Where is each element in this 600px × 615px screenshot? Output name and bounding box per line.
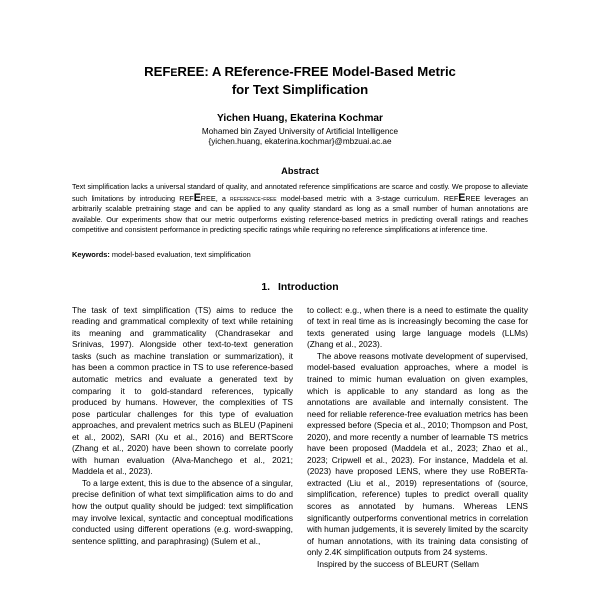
paragraph: To a large extent, this is due to the absence of a singular, precise definition of what text simplification aims to do and how the output quality should be judged: text simplification may involve lexical, syntactic and conceptual modifications conducted using different operations (e.g. word-swapping, sentence splitting, and paraphrasing) (Sulem et al., bbox=[72, 477, 293, 546]
page-title bbox=[72, 64, 528, 98]
body-columns bbox=[72, 305, 528, 615]
abstract-seg-1: Text simplification lacks a universal standard of quality, and annotated reference simplifications are scarce and costly. We propose to alleviate such limitations by introducing REF bbox=[72, 182, 528, 203]
title-text-part2: REE: A REference-FREE Model-Based Metric bbox=[177, 64, 456, 79]
keywords-value: model-based evaluation, text simplification bbox=[111, 249, 251, 259]
abstract-seg-7: REE leverages an arbitrarily scalable pretraining stage and can be applied to any quality standard as long as a small number of human annotations are available. Our experiments show that our metric outperforms existing reference-based metrics in predicting overall ratings and reaches competitive and consistent performance in predicting specific ratings while requiring no reference simplifications at inference time. bbox=[72, 193, 529, 235]
author-emails: {yichen.huang, ekaterina.kochmar}@mbzuai.ac.ae bbox=[208, 137, 392, 146]
paragraph: The above reasons motivate development of supervised, model-based evaluation approaches, where a model is trained to mimic human evaluation on given examples, which is applicable to any standard as long as the annotations are available and internally consistent. The need for reliable reference-free evaluation metrics has been expressed before (Specia et al., 2010; Thompson and Post, 2020), and more recently a number of learnable TS metrics have been proposed (Maddela et al., 2023; Zhao et al., 2023; Cripwell et al., 2023). For instance, Maddela et al. (2023) have proposed LENS, where they use RoBERTa-extracted (Liu et al., 2019) representations of (source, simplification, reference) tuples to predict overall quality scores as annotated by humans. Whereas LENS significantly outperforms conventional metrics in correlation with human judgements, it is severely limited by the scarcity of human annotations, with its training data consisting of only 2.4K simplification outputs from 24 systems. bbox=[307, 350, 528, 558]
abstract-smallcaps-reference-free: reference-free bbox=[230, 193, 277, 203]
abstract-heading: Abstract bbox=[281, 166, 319, 176]
paragraph: The task of text simplification (TS) aims to reduce the reading and grammatical complexity of text while retaining its meaning and grammaticality (Chandrasekar and Srinivas, 1997). Alongside other text-to-text generation tasks (such as machine translation or summarization), it has been a common practice in TS to use reference-based automatic metrics and evaluate a generated text by comparing it to gold-standard references, typically produced by humans. However, the complexities of TS pose particular challenges for this type of evaluation approaches, and prevalent metrics such as BLEU (Papineni et al., 2002), SARI (Xu et al., 2016) and BERTScore (Zhang et al., 2020) have been shown to correlate poorly with human evaluation (Alva-Manchego et al., 2021; Maddela et al., 2023). bbox=[72, 304, 293, 477]
abstract-smallcap-e-2: E bbox=[458, 191, 466, 204]
section-number: 1. bbox=[261, 281, 271, 293]
abstract-seg-5: model-based metric with a 3-stage curriculum. REF bbox=[276, 193, 459, 203]
keywords-line bbox=[72, 250, 528, 260]
title-block bbox=[72, 0, 528, 147]
paragraph: Inspired by the success of BLEURT (Sellam bbox=[317, 558, 480, 569]
abstract-smallcap-e-1: E bbox=[193, 191, 201, 204]
right-column bbox=[307, 305, 528, 615]
title-smallcap-e: E bbox=[170, 67, 178, 79]
abstract-body bbox=[72, 182, 528, 236]
left-column bbox=[72, 305, 293, 615]
title-line-two: for Text Simplification bbox=[231, 81, 369, 97]
paragraph: to collect: e.g., when there is a need to estimate the quality of text in real time as is increasingly becoming the case for texts generated using large language models (LLMs) (Zhang et al., 2023). bbox=[307, 304, 528, 350]
section-heading-introduction bbox=[72, 282, 528, 293]
affiliation: Mohamed bin Zayed University of Artificial Intelligence bbox=[201, 127, 399, 136]
section-title: Introduction bbox=[278, 281, 339, 293]
abstract-seg-3: REE, a bbox=[200, 193, 231, 203]
author-list: Yichen Huang, Ekaterina Kochmar bbox=[216, 113, 384, 124]
title-text-part1: REF bbox=[144, 64, 171, 79]
keywords-label: Keywords: bbox=[72, 249, 110, 259]
